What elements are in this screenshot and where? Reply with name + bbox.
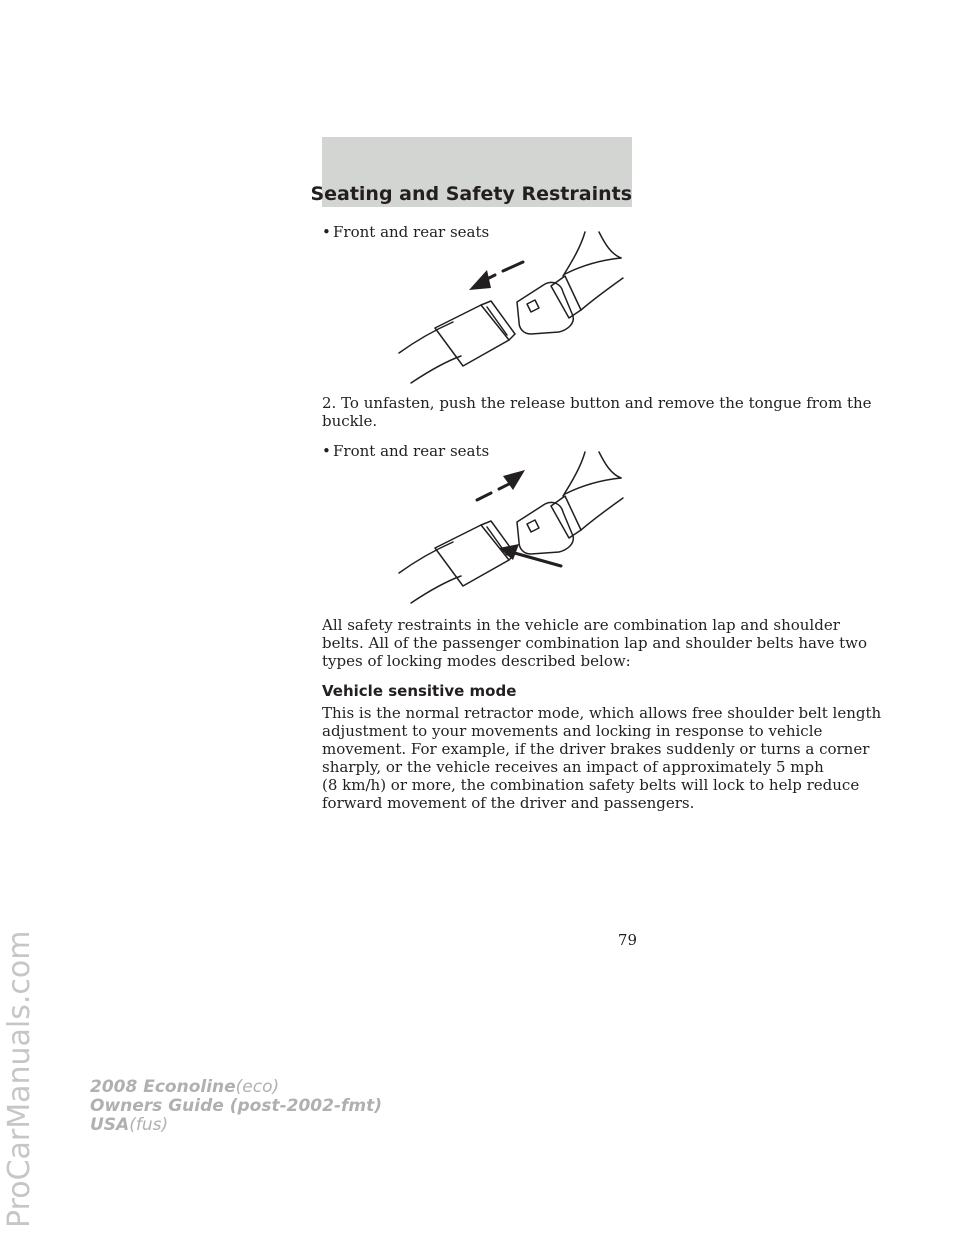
subheading: Vehicle sensitive mode — [322, 682, 517, 700]
footer-line — [90, 1116, 382, 1135]
footer-guide: Owners Guide (post-2002-fmt) — [90, 1096, 383, 1116]
footer — [90, 1078, 382, 1135]
paragraph-line: All safety restraints in the vehicle are combination lap and shoulder — [322, 616, 840, 634]
paragraph-line: This is the normal retractor mode, which allows free shoulder belt length — [322, 704, 882, 722]
paragraph-line: movement. For example, if the driver brakes suddenly or turns a corner — [322, 740, 870, 758]
watermark: ProCarManuals.com — [2, 930, 37, 1228]
step-2-line: 2. To unfasten, push the release button and remove the tongue from the — [322, 394, 872, 412]
bullet-glyph: • — [322, 223, 331, 241]
paragraph-line: types of locking modes described below: — [322, 652, 631, 670]
seatbelt-unfasten-illustration — [395, 448, 635, 606]
paragraph-line: forward movement of the driver and passengers. — [322, 794, 695, 812]
seatbelt-fasten-illustration — [395, 228, 635, 386]
bullet-glyph: • — [322, 442, 331, 460]
footer-line — [90, 1078, 382, 1097]
page-number: 79 — [617, 931, 637, 949]
paragraph — [322, 704, 882, 812]
section-title: Seating and Safety Restraints — [310, 183, 632, 205]
footer-line — [90, 1097, 382, 1116]
footer-model-code: (eco) — [235, 1077, 280, 1097]
footer-market: USA — [90, 1115, 130, 1135]
paragraph — [322, 616, 867, 670]
bullet-text: Front and rear seats — [333, 223, 490, 241]
footer-market-code: (fus) — [129, 1115, 169, 1135]
paragraph-line: adjustment to your movements and locking in response to vehicle — [322, 722, 823, 740]
paragraph-line: (8 km/h) or more, the combination safety belts will lock to help reduce — [322, 776, 860, 794]
bullet-text: Front and rear seats — [333, 442, 490, 460]
footer-model: 2008 Econoline — [90, 1077, 236, 1097]
step-2-line: buckle. — [322, 412, 378, 430]
paragraph-line: sharply, or the vehicle receives an impact of approximately 5 mph — [322, 758, 824, 776]
paragraph-line: belts. All of the passenger combination lap and shoulder belts have two — [322, 634, 867, 652]
